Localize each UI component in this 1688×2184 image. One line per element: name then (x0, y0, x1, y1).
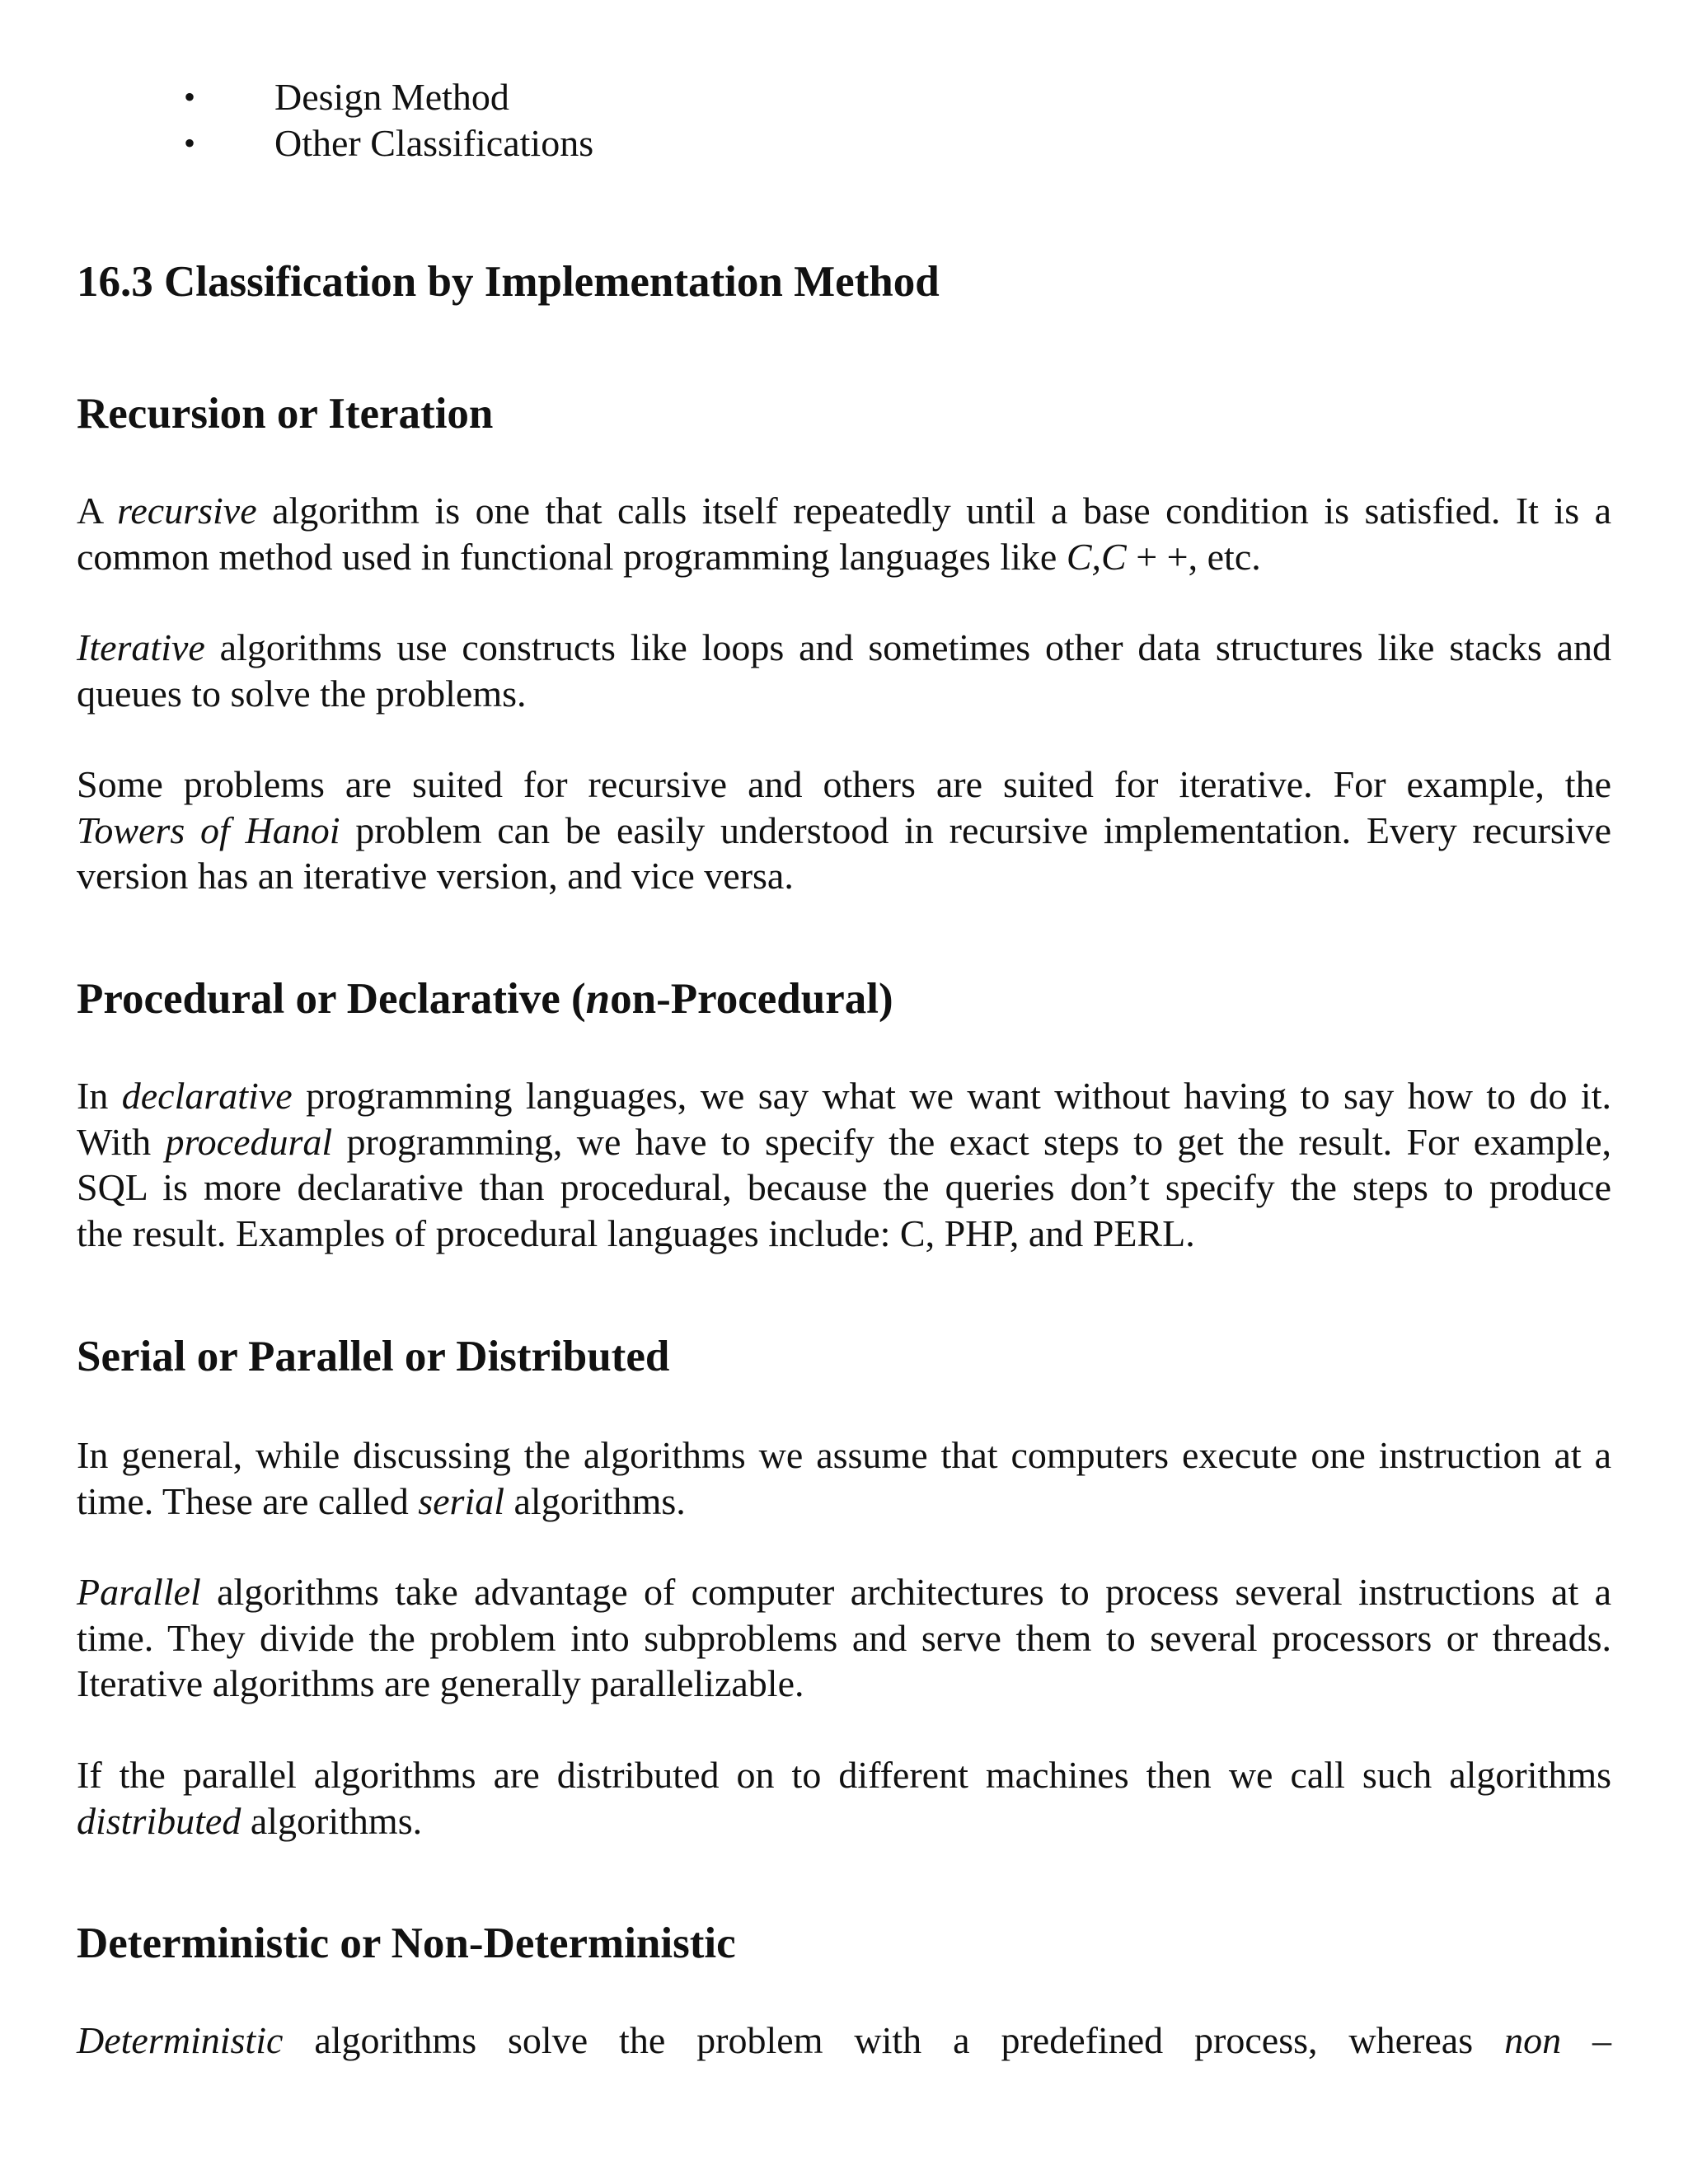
paragraph-recursive-vs-iterative (77, 762, 1611, 899)
list-item (77, 120, 1611, 166)
list-item-text: Other Classifications (274, 122, 594, 164)
text-line: Parallel algorithms take advantage of computer architectures to process several instructions at a (77, 1571, 1611, 1613)
bullet-icon: • (184, 78, 196, 115)
text-line: version has an iterative version, and vice versa. (77, 855, 794, 897)
text-line: queues to solve the problems. (77, 672, 527, 715)
text-line: time. These are called serial algorithms. (77, 1479, 686, 1522)
text-line: Some problems are suited for recursive and others are suited for iterative. For example, the (77, 763, 1611, 805)
text-line: common method used in functional programming languages like C,C + +, etc. (77, 535, 1261, 578)
paragraph-parallel (77, 1569, 1611, 1707)
text-line: Towers of Hanoi problem can be easily understood in recursive implementation. Every recursive (77, 808, 1611, 851)
bullet-list (77, 74, 1611, 166)
text-line: If the parallel algorithms are distributed on to different machines then we call such algorithms (77, 1754, 1611, 1796)
subsection-heading-deterministic: Deterministic or Non-Deterministic (77, 1919, 736, 1967)
paragraph-declarative (77, 1073, 1611, 1256)
subsection-heading-procedural: Procedural or Declarative (non-Procedural) (77, 975, 893, 1023)
subsection-heading-serial: Serial or Parallel or Distributed (77, 1333, 670, 1380)
paragraph-serial (77, 1432, 1611, 1524)
list-item-text: Design Method (274, 76, 509, 118)
text-line: time. They divide the problem into subproblems and serve them to several processors or threads. (77, 1616, 1611, 1659)
text-line: A recursive algorithm is one that calls itself repeatedly until a base condition is satisfied. It is a (77, 490, 1611, 532)
paragraph-distributed (77, 1752, 1611, 1844)
paragraph-deterministic (77, 2018, 1611, 2064)
text-line: SQL is more declarative than procedural, because the queries don’t specify the steps to produce (77, 1166, 1611, 1208)
text-line: With procedural programming, we have to specify the exact steps to get the result. For example, (77, 1120, 1612, 1163)
list-item (77, 74, 1611, 120)
text-line: In general, while discussing the algorithms we assume that computers execute one instruction at a (77, 1434, 1611, 1476)
text-line: the result. Examples of procedural languages include: C, PHP, and PERL. (77, 1212, 1195, 1254)
paragraph-recursive (77, 488, 1611, 579)
subsection-heading-recursion: Recursion or Iteration (77, 390, 494, 438)
paragraph-iterative (77, 625, 1611, 716)
text-line: distributed algorithms. (77, 1799, 423, 1842)
text-line: Deterministic algorithms solve the problem with a predefined process, whereas non – (77, 2019, 1611, 2061)
text-line: Iterative algorithms are generally parallelizable. (77, 1662, 804, 1704)
bullet-icon: • (184, 124, 196, 162)
text-line: In declarative programming languages, we say what we want without having to say how to do it. (77, 1075, 1611, 1117)
section-heading: 16.3 Classification by Implementation Method (77, 258, 940, 306)
text-line: Iterative algorithms use constructs like loops and sometimes other data structures like stacks and (77, 626, 1611, 668)
